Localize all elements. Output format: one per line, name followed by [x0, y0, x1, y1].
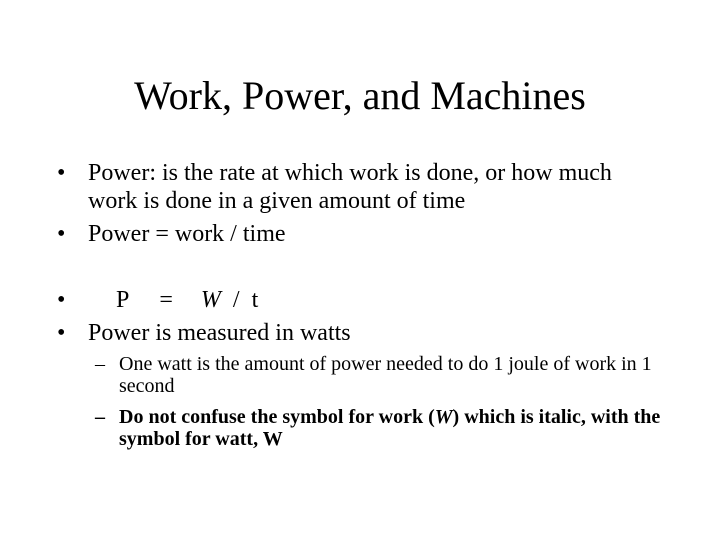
bullet-dot: • [57, 320, 66, 346]
bullet-dot: • [57, 160, 66, 186]
bullet-watts [57, 319, 648, 347]
bullet-dot: • [57, 221, 66, 247]
formula-work-symbol: W [200, 287, 221, 313]
bullet-dot: • [57, 287, 66, 313]
sub-bullet-symbol-warning [95, 406, 679, 450]
warning-text-part2: ) which is italic, with the symbol for watt, W [119, 406, 661, 450]
bullet-text: Power is measured in watts [88, 320, 351, 346]
formula-time-symbol: t [251, 287, 259, 313]
sub-bullet-text [119, 406, 679, 450]
sub-bullet-text: One watt is the amount of power needed to do 1 joule of work in 1 second [119, 353, 652, 397]
sub-bullet-dash: – [95, 353, 105, 375]
bullet-formula [57, 286, 258, 314]
bullet-power-equation [57, 220, 648, 248]
warning-text-part1: Do not confuse the symbol for work ( [119, 406, 435, 428]
formula-divide: / [232, 287, 240, 313]
bullet-power-definition [57, 159, 648, 215]
slide-title: Work, Power, and Machines [134, 73, 586, 118]
formula-power-symbol: P [116, 287, 130, 313]
sub-bullet-watt-definition [95, 353, 679, 397]
warning-italic-w: W [434, 406, 453, 428]
formula-equals: = [159, 287, 173, 313]
power-formula [88, 286, 258, 314]
bullet-text: Power: is the rate at which work is done, or how much work is done in a given amount of time [88, 160, 612, 214]
bullet-text: Power = work / time [88, 221, 286, 247]
sub-bullet-dash: – [95, 406, 105, 428]
